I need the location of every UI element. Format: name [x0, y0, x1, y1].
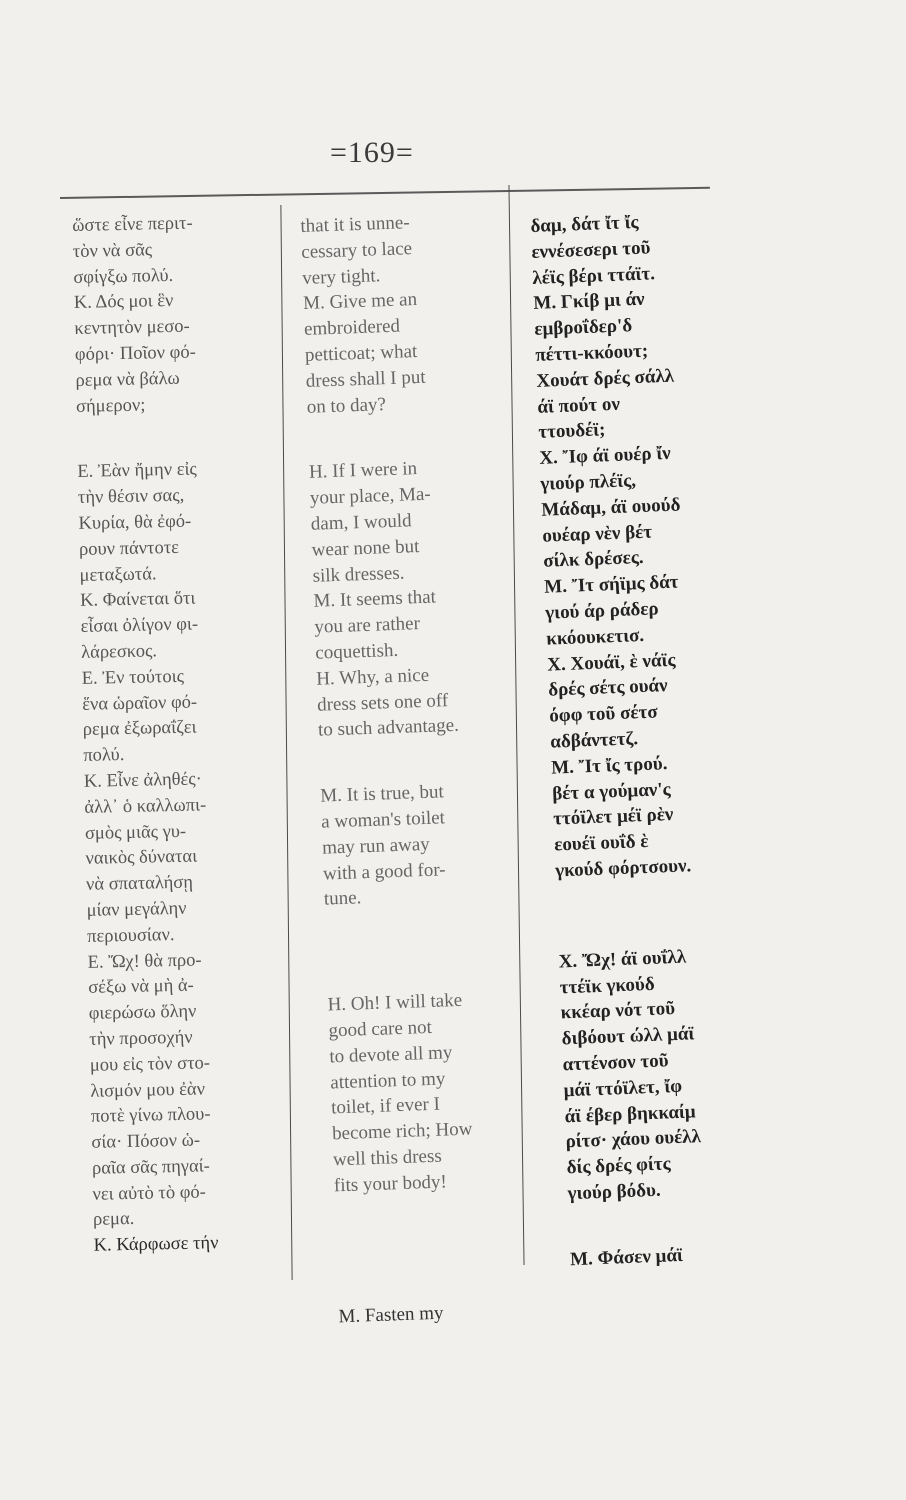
text-line: ποτὲ γίνω πλου-	[90, 1104, 211, 1128]
text-line: διβόουτ ώλλ μάϊ	[561, 1023, 695, 1050]
header-rule	[60, 187, 710, 199]
text-line: may run away	[321, 833, 431, 859]
text-line: Κ. Κάρφωσε τήν	[93, 1233, 219, 1257]
text-line: Χουάτ δρές σάλλ	[536, 365, 675, 392]
text-line: to devote all my	[329, 1041, 453, 1068]
text-line: Χ. Χουάϊ, ὲ νάϊς	[546, 649, 676, 676]
text-line: attention to my	[329, 1067, 446, 1093]
text-line: φόρι· Ποῖον φό-	[74, 342, 196, 365]
text-line: αττένσον τοῦ	[562, 1050, 669, 1076]
text-line: νει αὐτὸ τὸ φό-	[92, 1182, 207, 1205]
text-line: μου εἰς τὸν στο-	[89, 1053, 211, 1076]
text-line: άϊ πούτ ον	[537, 393, 621, 418]
text-line: coquettish.	[314, 639, 399, 664]
text-line: δαμ, δάτ ἴτ ἴς	[530, 211, 639, 237]
text-line: πέττι-κκόουτ;	[535, 340, 649, 366]
text-line: σέξω νὰ μὴ ἀ-	[88, 975, 194, 999]
text-line: very tight.	[301, 264, 381, 289]
text-line: Μάδαμ, άϊ ουούδ	[540, 494, 681, 521]
text-line: κκόουκετισ.	[545, 624, 645, 650]
text-line: πολύ.	[83, 745, 125, 767]
text-line: ρουν πάντοτε	[78, 537, 180, 560]
text-line: δίς δρές φίτς	[566, 1153, 671, 1179]
text-line: that it is unne-	[300, 212, 410, 237]
text-line: λέϊς βέρι ττάϊτ.	[532, 262, 656, 289]
text-line: κεντητὸν μεσο-	[74, 316, 190, 340]
text-line: ουέαρ νὲν βέτ	[541, 521, 653, 547]
text-line: εμβροΐδερ'δ	[534, 315, 633, 341]
text-line: νὰ σπαταλήσῃ	[85, 872, 194, 895]
text-line: Κυρία, θὰ ἐφό-	[78, 511, 192, 534]
text-line: ρεμα νὰ βάλω	[75, 368, 180, 391]
text-line: σία· Πόσον ὡ-	[91, 1130, 201, 1153]
text-line: embroidered	[303, 315, 401, 341]
text-line: Μ. Ἴτ ἴς τρού.	[550, 752, 668, 779]
page-number: =169=	[330, 136, 414, 169]
text-line: γιούρ βόδυ.	[567, 1179, 662, 1205]
text-line: M. Give me an	[302, 289, 418, 315]
text-line: εἶσαι ὀλίγον φι-	[80, 614, 199, 638]
text-line: τὸν νὰ σᾶς	[72, 240, 153, 262]
text-line: M. It is true, but	[319, 781, 445, 807]
text-line: Ε. Ἐν τούτοις	[81, 666, 185, 689]
text-line: petticoat; what	[304, 340, 418, 366]
text-line: τὴν προσοχήν	[89, 1027, 193, 1050]
text-line: Χ. Ὤχ! άϊ ουΐλλ	[558, 946, 687, 973]
text-line: fits your body!	[333, 1171, 448, 1197]
transliteration-column	[530, 205, 801, 1273]
text-line: you are rather	[314, 613, 421, 638]
text-line: γιού άρ ράδερ	[544, 598, 659, 624]
text-line: φιερώσω ὅλην	[88, 1001, 197, 1024]
text-line: Μ. Ἴτ σήϊμς δάτ	[543, 571, 679, 598]
text-line: your place, Ma-	[309, 483, 432, 509]
text-line: toilet, if ever I	[330, 1093, 441, 1119]
text-line: εουέϊ ουΐδ ὲ	[553, 831, 649, 856]
text-line: ἀλλ᾽ ὁ καλλωπι-	[84, 795, 207, 818]
text-line: ττέϊκ γκούδ	[559, 973, 655, 998]
text-line: μεταξωτά.	[79, 563, 157, 586]
text-line: H. Oh! I will take	[327, 989, 463, 1016]
text-line: dress shall I put	[305, 366, 426, 392]
text-line: Χ. Ἴφ άϊ ουέρ ἴν	[538, 442, 672, 469]
text-line: άϊ έβερ βηκκαίμ	[564, 1100, 697, 1127]
text-line: αδβάντετζ.	[549, 728, 639, 753]
text-line: cessary to lace	[300, 237, 413, 263]
text-line: to such advantage.	[317, 715, 460, 742]
text-line: wear none but	[311, 535, 420, 561]
text-line: περιουσίαν.	[86, 924, 175, 947]
text-line: H. If I were in	[308, 458, 418, 484]
text-line: ρεμα.	[92, 1209, 135, 1231]
text-line: ὥστε εἶνε περιτ-	[72, 213, 193, 236]
text-line: on to day?	[306, 393, 387, 418]
text-line: well this dress	[332, 1145, 443, 1171]
text-line: γιούρ πλέϊς,	[539, 470, 637, 495]
text-line: silk dresses.	[312, 562, 405, 587]
text-line: Ε. Ὤχ! θὰ προ-	[87, 949, 202, 973]
text-line: όφφ τοῦ σέτσ	[548, 701, 659, 727]
text-line: ττόϊλετ μέϊ ρὲν	[552, 804, 674, 830]
text-line: ναικὸς δύναται	[85, 846, 198, 870]
text-line: σίλκ δρέσες.	[542, 547, 644, 573]
text-line: μάϊ ττόϊλετ, ἴφ	[563, 1075, 683, 1102]
text-line: dress sets one off	[316, 689, 449, 716]
text-line: good care not	[328, 1016, 433, 1042]
greek-column	[72, 210, 299, 1260]
text-line: dam, I would	[310, 510, 412, 535]
text-line: Μ. Γκίβ μι άν	[533, 289, 646, 315]
text-line: σφίγξω πολύ.	[73, 265, 174, 288]
text-line: Κ. Δός μοι ἓν	[73, 291, 174, 314]
text-line: κκέαρ νότ τοῦ	[560, 998, 676, 1024]
text-line: Κ. Εἶνε ἀληθές·	[83, 769, 203, 792]
text-line: M. It seems that	[313, 586, 437, 613]
text-line: εννέσεσερι τοῦ	[531, 237, 651, 263]
text-line: H. Why, a nice	[315, 664, 430, 690]
text-line: ττουδέϊ;	[537, 419, 606, 444]
text-line: tune.	[323, 887, 362, 910]
text-line: λάρεσκος.	[80, 641, 158, 663]
text-line: δρές σέτς ουάν	[547, 675, 668, 701]
text-line: with a good for-	[322, 858, 446, 885]
text-line: ρίτσ· χάου ουέλλ	[565, 1126, 702, 1153]
text-line: a woman's toilet	[320, 807, 446, 833]
english-column	[300, 207, 549, 1330]
text-line: λισμόν μου ἐὰν	[90, 1078, 206, 1102]
text-line: ραῖα σᾶς πηγαί-	[91, 1156, 211, 1179]
text-line: γκούδ φόρτσουν.	[554, 855, 692, 882]
text-line: τὴν θέσιν σας,	[77, 485, 185, 509]
text-line: ρεμα ἐξωραΐζει	[82, 717, 197, 741]
text-line: ἕνα ὡραῖον φό-	[82, 692, 198, 715]
text-line: σμὸς μιᾶς γυ-	[84, 821, 187, 844]
text-line: Κ. Φαίνεται ὅτι	[79, 588, 196, 612]
text-line: μίαν μεγάλην	[86, 898, 187, 921]
text-line: βέτ α γούμαν'ς	[551, 778, 671, 805]
text-line: Μ. Φάσεν μάϊ	[569, 1244, 684, 1270]
text-line: M. Fasten my	[338, 1302, 444, 1327]
text-line: σήμερον;	[75, 395, 146, 417]
text-line: become rich; How	[331, 1118, 473, 1145]
text-line: Ε. Ἐὰν ἤμην εἰς	[77, 459, 198, 483]
